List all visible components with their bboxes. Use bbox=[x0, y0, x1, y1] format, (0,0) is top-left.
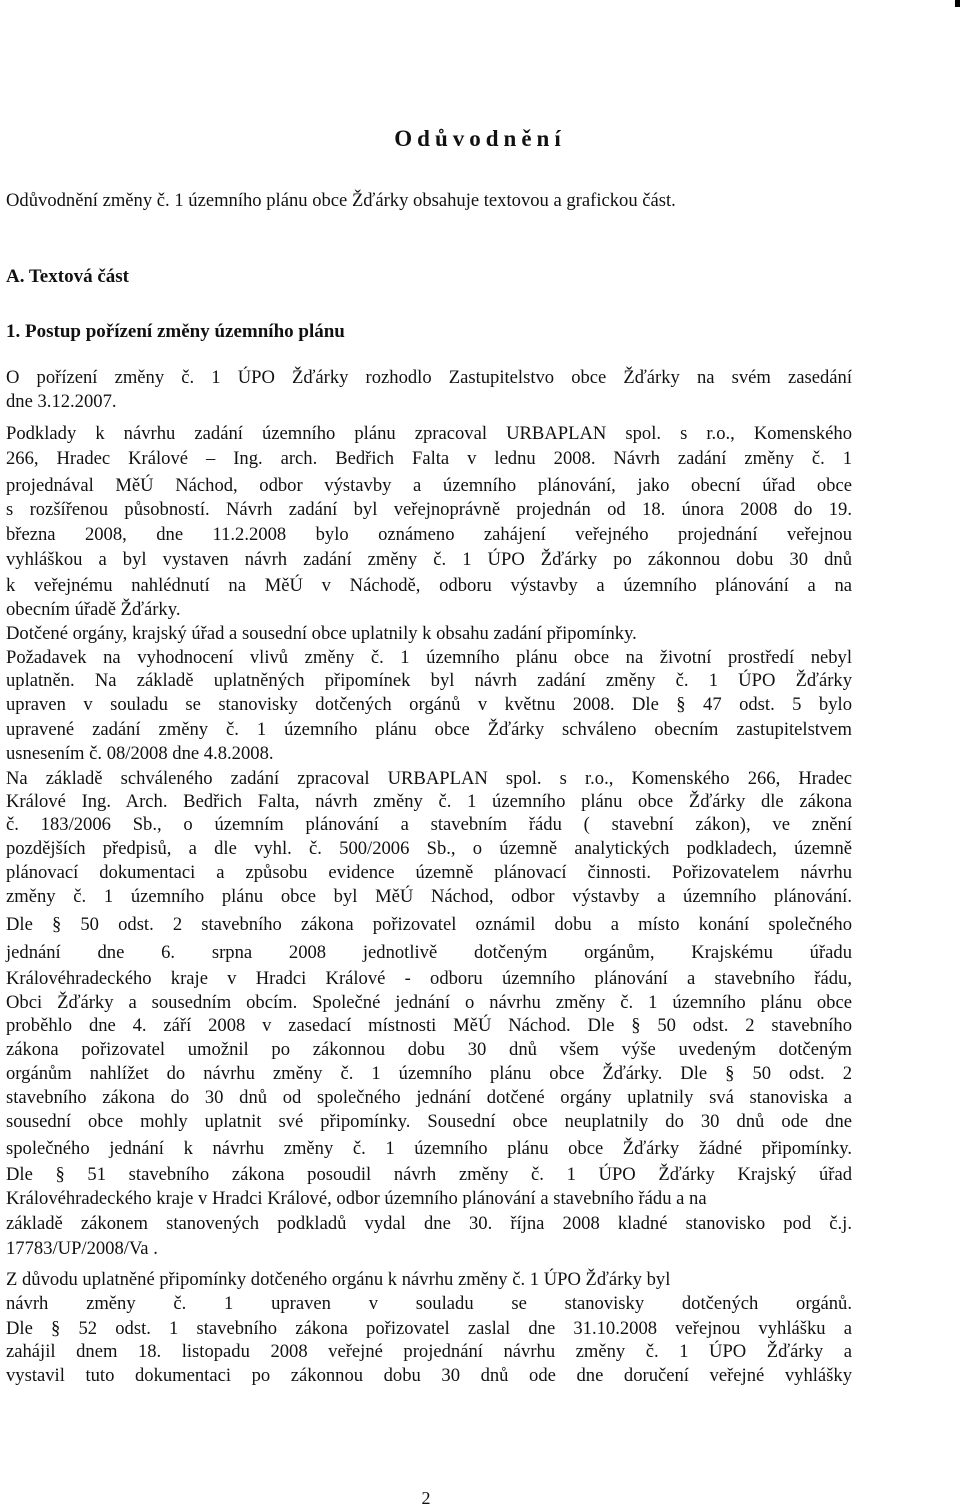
body-line: 266, Hradec Králové – Ing. arch. Bedřich Falta v lednu 2008. Návrh zadání změny č. 1 bbox=[6, 448, 852, 469]
body-line: dne 3.12.2007. bbox=[6, 391, 117, 412]
body-line: vystavil tuto dokumentaci po zákonnou dobu 30 dnů ode dne doručení veřejné vyhlášky bbox=[6, 1365, 852, 1386]
body-line: O pořízení změny č. 1 ÚPO Žďárky rozhodlo Zastupitelstvo obce Žďárky na svém zasedání bbox=[6, 367, 852, 388]
body-line: plánovací dokumentaci a způsobu evidence územně plánovací činnosti. Pořizovatelem návrhu bbox=[6, 862, 852, 883]
document-title: Odůvodnění bbox=[394, 126, 566, 151]
body-line: projednával MěÚ Náchod, odbor výstavby a územního plánování, jako obecní úřad obce bbox=[6, 475, 852, 496]
body-line: Dle § 50 odst. 2 stavebního zákona pořizovatel oznámil dobu a místo konání společného bbox=[6, 914, 852, 935]
body-line: uplatněn. Na základě uplatněných připomínek byl návrh zadání změny č. 1 ÚPO Žďárky bbox=[6, 670, 852, 691]
body-line: Požadavek na vyhodnocení vlivů změny č. 1 územního plánu obce na životní prostředí nebyl bbox=[6, 647, 852, 668]
body-line: proběhlo dne 4. září 2008 v zasedací místnosti MěÚ Náchod. Dle § 50 odst. 2 stavebního bbox=[6, 1015, 852, 1036]
body-line: Králové Ing. Arch. Bedřich Falta, návrh změny č. 1 územního plánu obce Žďárky dle zákona bbox=[6, 791, 852, 812]
body-line: Královéhradeckého kraje v Hradci Králové, odbor územního plánování a stavebního řádu a na bbox=[6, 1188, 707, 1209]
body-line: Obci Žďárky a sousedním obcím. Společné jednání o návrhu změny č. 1 územního plánu obce bbox=[6, 992, 852, 1013]
body-line: Dotčené orgány, krajský úřad a sousední obce uplatnily k obsahu zadání připomínky. bbox=[6, 623, 637, 644]
body-line: stavebního zákona do 30 dnů od společného jednání dotčené orgány uplatnily svá stanoviska a bbox=[6, 1087, 852, 1108]
body-line: upravené zadání změny č. 1 územního plánu obce Žďárky schváleno obecním zastupitelstvem bbox=[6, 719, 852, 740]
body-line: Dle § 52 odst. 1 stavebního zákona pořizovatel zaslal dne 31.10.2008 veřejnou vyhlášku a bbox=[6, 1318, 852, 1339]
body-line: obecním úřadě Žďárky. bbox=[6, 599, 181, 620]
body-line: návrh změny č. 1 upraven v souladu se stanovisky dotčených orgánů. bbox=[6, 1293, 852, 1314]
page-number: 2 bbox=[421, 1488, 431, 1508]
body-line: s rozšířenou působností. Návrh zadání byl veřejnoprávně projednán od 18. února 2008 do 19. bbox=[6, 499, 852, 520]
body-line: zákona pořizovatel umožnil po zákonnou dobu 30 dnů všem výše uvedeným dotčeným bbox=[6, 1039, 852, 1060]
body-line: orgánům nahlížet do návrhu změny č. 1 územního plánu obce Žďárky. Dle § 50 odst. 2 bbox=[6, 1063, 852, 1084]
section-a-heading: A. Textová část bbox=[6, 266, 129, 287]
body-line: změny č. 1 územního plánu obce byl MěÚ Náchod, odbor výstavby a územního plánování. bbox=[6, 886, 852, 907]
body-line: Podklady k návrhu zadání územního plánu zpracoval URBAPLAN spol. s r.o., Komenského bbox=[6, 423, 852, 444]
body-line: Dle § 51 stavebního zákona posoudil návrh změny č. 1 ÚPO Žďárky Krajský úřad bbox=[6, 1164, 852, 1185]
body-line: Na základě schváleného zadání zpracoval URBAPLAN spol. s r.o., Komenského 266, Hradec bbox=[6, 768, 852, 789]
body-line: sousední obce mohly uplatnit své připomínky. Sousední obce neuplatnily do 30 dnů ode dne bbox=[6, 1111, 852, 1132]
body-line: k veřejnému nahlédnutí na MěÚ v Náchodě, odboru výstavby a územního plánování a na bbox=[6, 575, 852, 596]
body-line: společného jednání k návrhu změny č. 1 územního plánu obce Žďárky žádné připomínky. bbox=[6, 1138, 852, 1159]
body-line: Z důvodu uplatněné připomínky dotčeného orgánu k návrhu změny č. 1 ÚPO Žďárky byl bbox=[6, 1269, 671, 1290]
intro-paragraph: Odůvodnění změny č. 1 územního plánu obce Žďárky obsahuje textovou a grafickou část. bbox=[6, 190, 676, 211]
body-line: 17783/UP/2008/Va . bbox=[6, 1238, 158, 1259]
body-line: jednání dne 6. srpna 2008 jednotlivě dotčeným orgánům, Krajskému úřadu bbox=[6, 942, 852, 963]
body-line: Královéhradeckého kraje v Hradci Králové - odboru územního plánování a stavebního řádu, bbox=[6, 968, 852, 989]
body-line: vyhláškou a byl vystaven návrh zadání změny č. 1 ÚPO Žďárky po zákonnou dobu 30 dnů bbox=[6, 549, 852, 570]
scan-edge-mark bbox=[955, 0, 960, 7]
body-line: základě zákonem stanovených podkladů vydal dne 30. října 2008 kladné stanovisko pod č.j. bbox=[6, 1213, 852, 1234]
body-line: usnesením č. 08/2008 dne 4.8.2008. bbox=[6, 743, 274, 764]
body-line: upraven v souladu se stanovisky dotčených orgánů v květnu 2008. Dle § 47 odst. 5 bylo bbox=[6, 694, 852, 715]
body-line: č. 183/2006 Sb., o územním plánování a stavebním řádu ( stavební zákon), ve znění bbox=[6, 814, 852, 835]
body-line: pozdějších předpisů, a dle vyhl. č. 500/2006 Sb., o územně analytických podkladech, územně bbox=[6, 838, 852, 859]
body-line: března 2008, dne 11.2.2008 bylo oznámeno zahájení veřejného projednání veřejnou bbox=[6, 524, 852, 545]
section-1-heading: 1. Postup pořízení změny územního plánu bbox=[6, 321, 345, 342]
body-line: zahájil dnem 18. listopadu 2008 veřejné projednání návrhu změny č. 1 ÚPO Žďárky a bbox=[6, 1341, 852, 1362]
